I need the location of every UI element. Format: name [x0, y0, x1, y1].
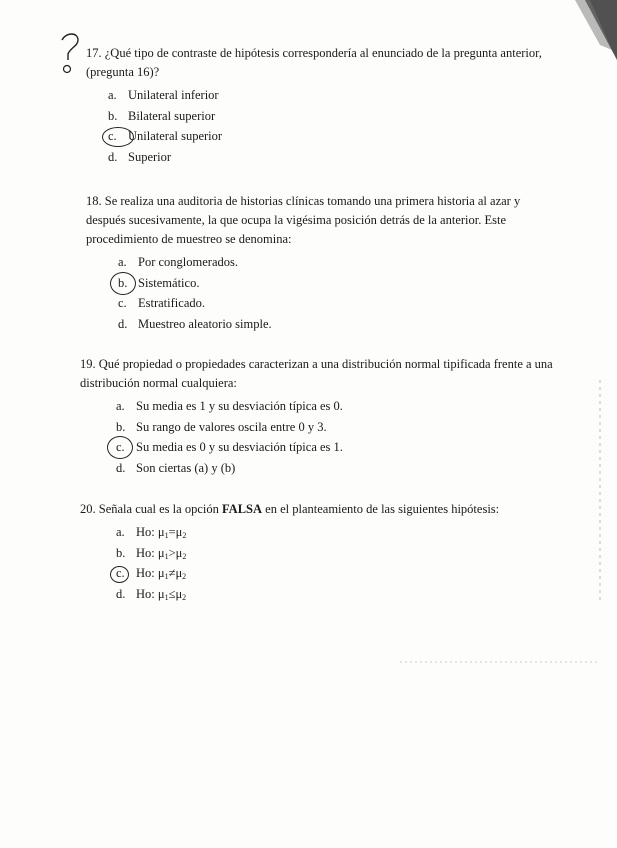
option-text: Unilateral superior — [128, 129, 223, 143]
question-19 — [80, 355, 565, 478]
option-letter: d. — [116, 586, 126, 601]
option-b[interactable] — [118, 273, 561, 294]
question-stem: 19. Qué propiedad o propiedades caracterizan a una distribución normal tipificada frente a una distribución normal cualquiera: — [80, 357, 553, 390]
option-d[interactable] — [118, 314, 561, 335]
option-a[interactable] — [116, 396, 565, 417]
question-18 — [86, 192, 561, 334]
option-letter: a. — [108, 88, 117, 102]
option-letter: d. — [118, 316, 128, 331]
option-letter: b. — [108, 108, 118, 123]
question-17 — [86, 44, 556, 167]
option-text: Son ciertas (a) y (b) — [136, 460, 236, 475]
option-text: Ho: $\mu_1=\mu_2$ — [136, 525, 187, 540]
option-letter: b. — [116, 545, 126, 560]
question-stem: 18. Se realiza una auditoria de historias clínicas tomando una primera historia al azar y después sucesivamente, la que ocupa la vigésima posición detrás de la anterior. Este procedimiento de muestreo se denomina: — [86, 194, 521, 246]
option-text: Bilateral superior — [128, 108, 216, 123]
option-text: Ho: $\mu_1\le\mu_2$ — [136, 586, 187, 602]
handwritten-question-mark — [48, 28, 88, 78]
option-text: Su rango de valores oscila entre 0 y 3. — [136, 419, 327, 434]
option-text: Por conglomerados. — [138, 255, 238, 269]
option-letter: c. — [118, 296, 127, 310]
option-b[interactable] — [116, 543, 560, 564]
option-letter: c. — [116, 566, 125, 580]
option-c[interactable] — [116, 563, 560, 584]
option-letter: d. — [108, 149, 118, 164]
option-b[interactable] — [108, 106, 556, 127]
option-d[interactable] — [108, 147, 556, 168]
option-b[interactable] — [116, 417, 565, 438]
option-c[interactable] — [116, 437, 565, 458]
option-letter: b. — [116, 419, 126, 434]
option-letter: a. — [116, 525, 125, 539]
option-text: Unilateral inferior — [128, 88, 219, 102]
option-letter: a. — [118, 255, 127, 269]
option-d[interactable] — [116, 584, 560, 605]
option-c[interactable] — [118, 293, 561, 314]
option-text: Superior — [128, 149, 172, 164]
option-a[interactable] — [108, 85, 556, 106]
option-a[interactable] — [118, 252, 561, 273]
option-text: Sistemático. — [138, 275, 200, 290]
option-text: Su media es 0 y su desviación típica es 1. — [136, 440, 343, 454]
option-text: Su media es 1 y su desviación típica es 0. — [136, 399, 343, 413]
option-a[interactable] — [116, 522, 560, 543]
option-letter: b. — [118, 275, 128, 290]
option-text: Ho: $\mu_1>\mu_2$ — [136, 545, 187, 561]
question-number: 17. — [86, 46, 102, 60]
option-d[interactable] — [116, 458, 565, 479]
option-letter: d. — [116, 460, 126, 475]
question-number: 20. — [80, 502, 96, 516]
question-20 — [80, 500, 560, 604]
question-number: 18. — [86, 194, 102, 208]
emphasis-falsa: FALSA — [221, 502, 263, 516]
option-letter: a. — [116, 399, 125, 413]
question-stem: 20. Señala cual es la opción FALSA en el planteamiento de las siguientes hipótesis: — [80, 502, 500, 516]
option-c[interactable] — [108, 126, 556, 147]
question-stem: 17. ¿Qué tipo de contraste de hipótesis correspondería al enunciado de la pregunta anterior, (pregunta 16)? — [86, 46, 542, 79]
option-letter: c. — [116, 440, 125, 454]
option-text: Estratificado. — [138, 296, 205, 310]
option-letter: c. — [108, 129, 117, 143]
question-number: 19. — [80, 357, 96, 371]
option-text: Muestreo aleatorio simple. — [138, 316, 272, 331]
option-text: Ho: $\mu_1\ne\mu_2$ — [136, 566, 187, 581]
